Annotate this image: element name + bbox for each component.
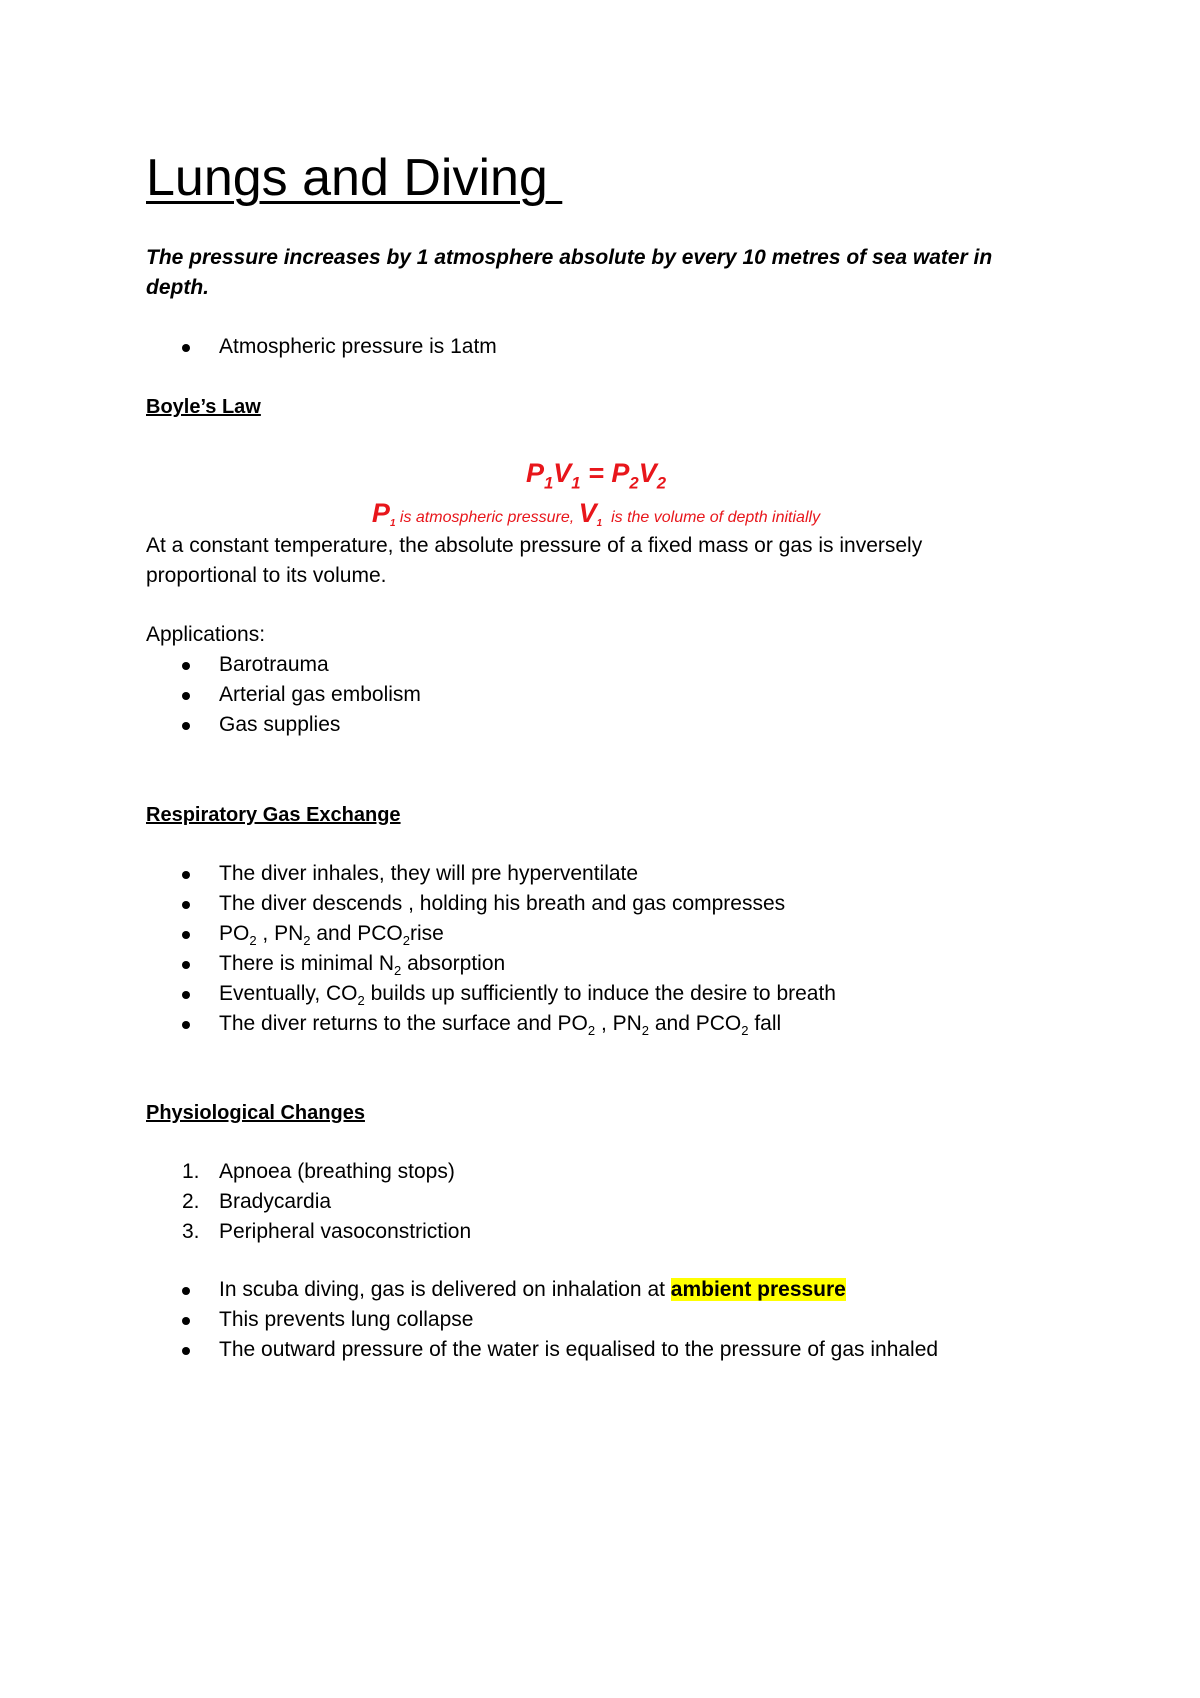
list-item: Eventually, $CO_2$ builds up sufficiently to induce the desire to breath xyxy=(146,979,1046,1009)
list-item: In scuba diving, gas is delivered on inhalation at ambient pressure xyxy=(146,1275,1046,1305)
applications-list xyxy=(146,650,1046,740)
bullet-icon xyxy=(182,1021,190,1029)
section-heading-boyles-law: Boyle’s Law xyxy=(146,396,261,418)
list-item: The diver inhales, they will pre hyperventilate xyxy=(146,859,1046,889)
scuba-list xyxy=(146,1275,1046,1365)
list-item: Gas supplies xyxy=(146,710,1046,740)
bullet-icon xyxy=(182,931,190,939)
bullet-icon xyxy=(182,1317,190,1325)
bullet-icon xyxy=(182,901,190,909)
list-item: 1. Apnoea (breathing stops) xyxy=(182,1160,455,1183)
bullet-icon xyxy=(182,722,190,730)
bullet-icon xyxy=(182,991,190,999)
bullet-icon xyxy=(182,1347,190,1355)
bullet-icon xyxy=(182,1287,190,1295)
intro-statement: The pressure increases by 1 atmosphere absolute by every 10 metres of sea water in depth. xyxy=(146,246,993,299)
boyles-law-definition: At a constant temperature, the absolute pressure of a fixed mass or gas is inversely proportional to its volume. xyxy=(146,534,923,587)
list-item: 3. Peripheral vasoconstriction xyxy=(182,1220,472,1243)
list-item: The outward pressure of the water is equalised to the pressure of gas inhaled xyxy=(146,1335,1046,1365)
highlighted-text: ambient pressure xyxy=(670,1278,846,1301)
list-item: Barotrauma xyxy=(146,650,1046,680)
bullet-icon xyxy=(182,344,190,352)
page-title: Lungs and Diving xyxy=(146,149,563,207)
applications-label: Applications: xyxy=(146,623,266,646)
bullet-icon xyxy=(182,692,190,700)
boyles-law-formula: $P_1V_1 = P_2V_2$ xyxy=(525,458,667,493)
list-item xyxy=(146,332,1046,362)
bullet-icon xyxy=(182,871,190,879)
list-item-text: Atmospheric pressure is 1atm xyxy=(219,335,497,358)
bullet-icon xyxy=(182,662,190,670)
list-item: Arterial gas embolism xyxy=(146,680,1046,710)
list-item: $PO_2$ , $PN_2$ and $PCO_2rise$ xyxy=(146,919,1046,949)
formula-note: $P_1$ is atmospheric pressure, $V_1$ is the volume of depth initially xyxy=(371,498,821,530)
section-heading-physiological-changes: Physiological Changes xyxy=(146,1102,365,1124)
list-item: 2. Bradycardia xyxy=(182,1190,332,1213)
gas-exchange-list xyxy=(146,859,1046,1039)
section-heading-gas-exchange: Respiratory Gas Exchange xyxy=(146,804,401,826)
list-item: This prevents lung collapse xyxy=(146,1305,1046,1335)
list-item: The diver returns to the surface and $PO_2$ , $PN_2$ and $PCO_2$ fall xyxy=(146,1009,1046,1039)
list-item: There is minimal $N_2$ absorption xyxy=(146,949,1046,979)
bullet-icon xyxy=(182,961,190,969)
physiological-steps-list xyxy=(146,1157,1046,1247)
intro-list xyxy=(146,332,1046,362)
list-item: The diver descends , holding his breath and gas compresses xyxy=(146,889,1046,919)
